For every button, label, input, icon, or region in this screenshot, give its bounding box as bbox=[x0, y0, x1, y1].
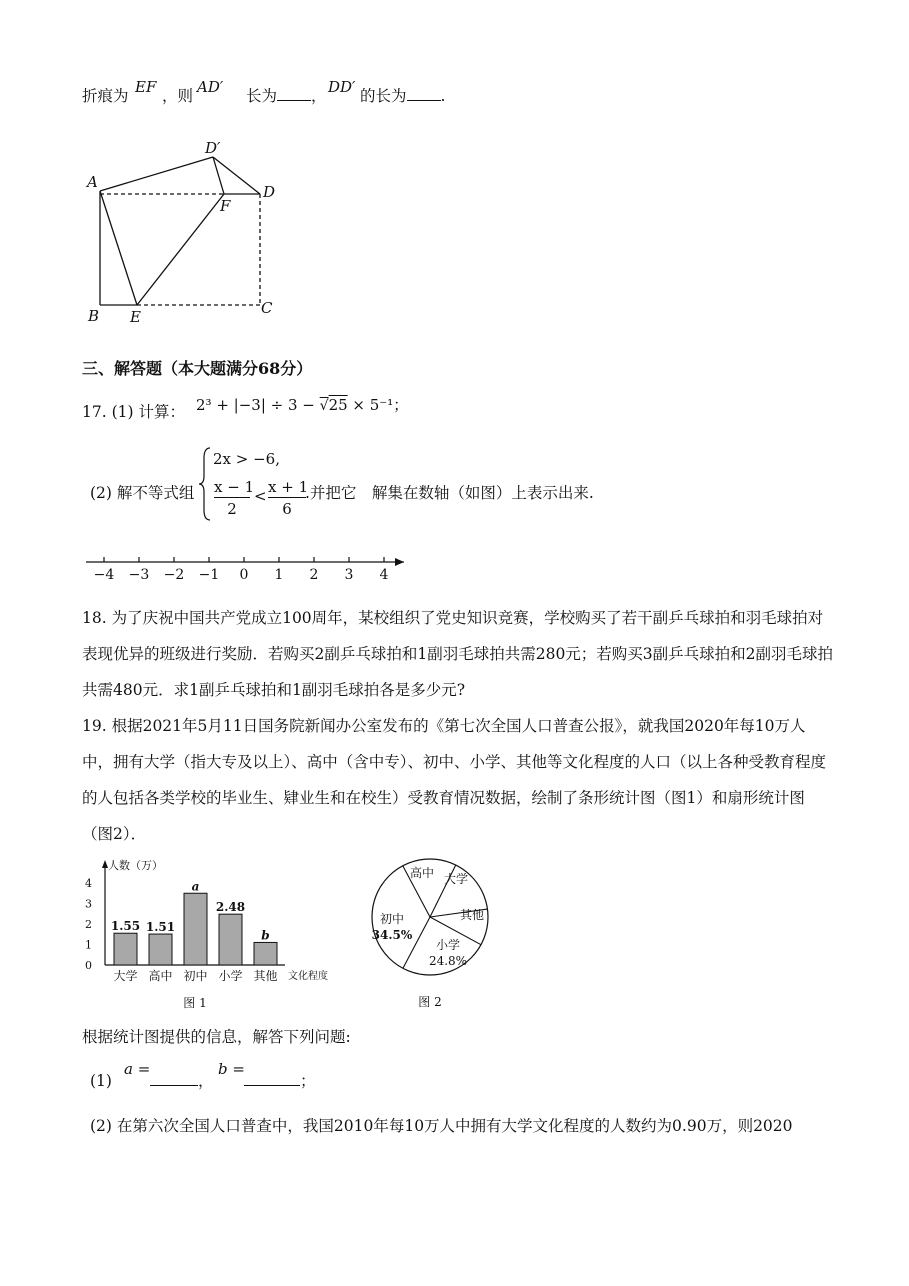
number-line-tick-label: −3 bbox=[128, 567, 150, 583]
edge-d-prime-d bbox=[213, 157, 260, 194]
bar bbox=[114, 933, 137, 965]
number-line bbox=[86, 552, 416, 588]
y-tick-label: 4 bbox=[85, 877, 92, 890]
category-label: 大学 bbox=[113, 969, 138, 983]
bar-chart bbox=[80, 855, 355, 1015]
fold-line-ef bbox=[137, 194, 224, 305]
answer-blank-dd[interactable] bbox=[407, 86, 441, 101]
label-d: D bbox=[263, 183, 276, 201]
frac1-numerator: x − 1 bbox=[214, 478, 255, 496]
text-fragment: 长为 bbox=[246, 87, 278, 105]
edge-d-prime-f bbox=[213, 157, 224, 194]
answer-blank-a[interactable] bbox=[150, 1071, 198, 1086]
y-tick-label: 1 bbox=[85, 938, 92, 952]
q17-part2-tail: .并把它 解集在数轴（如图）上表示出来. bbox=[305, 484, 594, 502]
number-line-tick-label: 0 bbox=[239, 567, 249, 583]
bar-value-label: 2.48 bbox=[215, 900, 246, 915]
y-tick-label: 0 bbox=[85, 959, 92, 972]
category-label: 小学 bbox=[218, 969, 243, 983]
pie-slice-label: 其他 bbox=[459, 908, 485, 922]
part-label: (1) 计算： bbox=[111, 403, 185, 421]
pie-slice-percent: 34.5% bbox=[371, 928, 413, 942]
chart-title: 图 1 bbox=[183, 996, 207, 1010]
expr-part: 2³ + |−3| ÷ 3 − bbox=[196, 396, 320, 414]
q17-expression bbox=[196, 394, 408, 415]
sqrt-radicand: √25 bbox=[319, 396, 348, 414]
pie-slice-boundary bbox=[403, 917, 430, 968]
inequality-1: 2x > −6, bbox=[213, 450, 280, 468]
bar-value-label: a bbox=[191, 879, 200, 894]
frac2-denominator: 6 bbox=[282, 500, 292, 518]
number-line-tick-label: 2 bbox=[309, 567, 319, 583]
bar bbox=[219, 914, 242, 965]
number-line-tick-label: −2 bbox=[163, 567, 185, 583]
pie-slice-label: 大学 bbox=[443, 872, 469, 886]
q17-part2-label: (2) 解不等式组 bbox=[90, 484, 195, 502]
y-tick-label: 3 bbox=[85, 897, 92, 911]
number-line-tick-label: 1 bbox=[274, 567, 284, 583]
bar-value-label: 1.51 bbox=[145, 920, 176, 935]
q18-text: 18. 为了庆祝中国共产党成立100周年，某校组织了党史知识竞赛，学校购买了若干副乒乓球拍和羽毛球拍对表现优异的班级进行奖励．若购买2副乒乓球拍和1副羽毛球拍共需280元；若购买3副乒乓球拍和2副羽毛球拍共需480元．求1副乒乓球拍和1副羽毛球拍各是多少元? bbox=[82, 609, 834, 699]
bar-value-label: b bbox=[261, 928, 270, 943]
category-label: 初中 bbox=[183, 969, 208, 983]
math-ad-prime: AD′ bbox=[197, 78, 224, 96]
math-ef: EF bbox=[135, 78, 157, 96]
answer-a-row bbox=[150, 1071, 214, 1091]
q19-sub1 bbox=[90, 1071, 112, 1091]
x-axis-label: 文化程度 bbox=[288, 971, 328, 982]
answer-blank-b[interactable] bbox=[244, 1071, 300, 1086]
fold-line-question bbox=[82, 86, 129, 106]
number-line-tick-label: −4 bbox=[93, 567, 115, 583]
number-line-tick-label: −1 bbox=[198, 567, 220, 583]
label-b: B bbox=[88, 307, 100, 325]
b-equals: b = bbox=[218, 1060, 245, 1078]
text-len1 bbox=[246, 86, 327, 106]
q17-part1 bbox=[82, 402, 185, 422]
answer-blank-ad[interactable] bbox=[277, 86, 311, 101]
answer-b-row bbox=[244, 1071, 316, 1091]
fraction-2 bbox=[268, 478, 309, 520]
section-heading: 三、解答题（本大题满分68分） bbox=[82, 359, 313, 378]
question-number: 17. bbox=[82, 403, 107, 421]
system-brace bbox=[198, 446, 214, 522]
chart-title: 图 2 bbox=[418, 995, 442, 1009]
q19-text: 19. 根据2021年5月11日国务院新闻办公室发布的《第七次全国人口普查公报》，就我国2020年每10万人中，拥有大学（指大专及以上）、高中（含中专）、初中、小学、其他等文化程度的人口（以上各种受教育程度的人包括各类学校的毕业生、肄业生和在校生）受教育情况数据，绘制了条形统计图（图1）和扇形统计图（图2）． bbox=[82, 717, 827, 843]
less-than: < bbox=[254, 487, 267, 505]
text-fragment: . bbox=[440, 87, 446, 105]
math-dd-prime: DD′ bbox=[328, 78, 356, 96]
pie-chart bbox=[365, 852, 495, 1012]
text-len2 bbox=[360, 86, 445, 106]
category-label: 高中 bbox=[148, 969, 173, 983]
label-f: F bbox=[220, 197, 231, 215]
category-label: 其他 bbox=[253, 969, 278, 983]
expr-end: ； bbox=[393, 396, 409, 414]
fraction-1 bbox=[214, 478, 255, 520]
a-equals: a = bbox=[124, 1060, 151, 1078]
number-line-arrow bbox=[395, 558, 404, 566]
label-c: C bbox=[261, 299, 273, 317]
pie-slice-label: 小学 bbox=[435, 938, 461, 952]
pie-slice-label: 初中 bbox=[379, 912, 405, 926]
text-fragment: 的长为 bbox=[360, 87, 407, 105]
pie-slice-label: 高中 bbox=[409, 866, 435, 880]
text-fragment: ， bbox=[311, 87, 327, 105]
y-axis-label: 人数（万） bbox=[108, 859, 163, 872]
folded-rectangle-figure bbox=[80, 135, 290, 330]
q19-prompt: 根据统计图提供的信息，解答下列问题: bbox=[82, 1028, 351, 1046]
bar bbox=[149, 934, 172, 965]
label-e: E bbox=[130, 308, 141, 326]
bar-value-label: 1.55 bbox=[110, 919, 141, 934]
number-line-tick-label: 3 bbox=[344, 567, 354, 583]
text-fragment: 折痕为 bbox=[82, 87, 129, 105]
edge-ad-prime bbox=[100, 157, 213, 191]
text-fragment: ， bbox=[198, 1072, 214, 1090]
q19-sub2: (2) 在第六次全国人口普查中，我国2010年每10万人中拥有大学文化程度的人数约为0.90万，则2020 bbox=[90, 1117, 793, 1135]
edge-ae bbox=[100, 191, 137, 305]
text-fragment: ； bbox=[300, 1072, 316, 1090]
bar bbox=[254, 942, 277, 965]
frac2-numerator: x + 1 bbox=[268, 478, 309, 496]
label-d-prime: D′ bbox=[205, 139, 221, 157]
number-line-tick-label: 4 bbox=[379, 567, 389, 583]
pie-slice-percent: 24.8% bbox=[428, 954, 468, 968]
label-a: A bbox=[87, 173, 98, 191]
expr-part: × 5⁻¹ bbox=[347, 396, 394, 414]
frac1-denominator: 2 bbox=[227, 500, 237, 518]
bar bbox=[184, 893, 207, 965]
sqrt-value: 25 bbox=[328, 396, 348, 414]
y-tick-label: 2 bbox=[85, 918, 92, 931]
part-label: (1) bbox=[90, 1072, 112, 1090]
text-then: ，则 bbox=[162, 87, 194, 105]
